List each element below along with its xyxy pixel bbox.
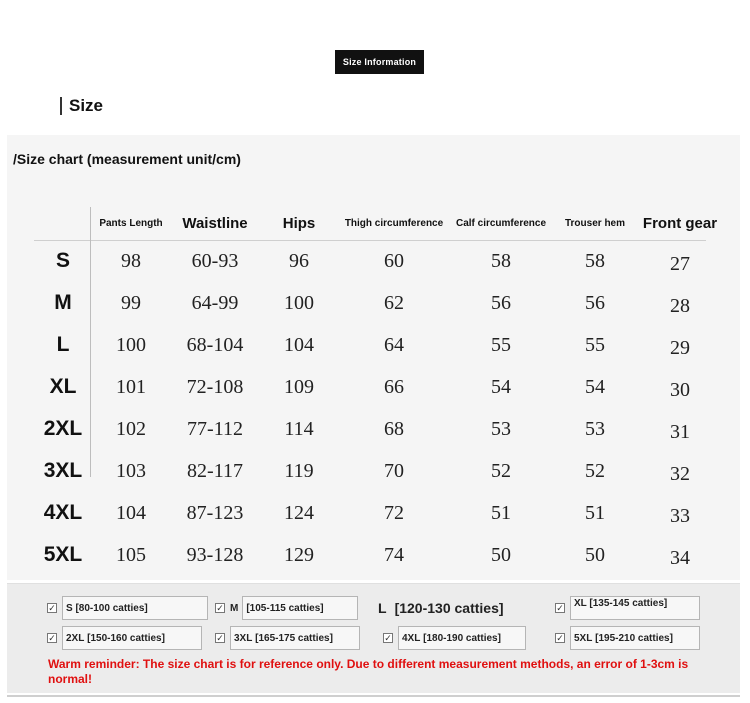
table-cell: 55 — [585, 333, 605, 356]
table-row — [7, 325, 740, 365]
col-header-front-gear: Front gear — [642, 214, 718, 232]
checkbox-icon: ✓ — [556, 602, 564, 613]
weight-field-5xl — [570, 626, 700, 650]
table-cell: 53 — [491, 417, 511, 440]
table-cell: 50 — [491, 543, 511, 566]
table-cell: 129 — [284, 543, 314, 566]
weight-field-4xl — [398, 626, 526, 650]
checkbox-icon: ✓ — [216, 602, 224, 613]
table-cell: 34 — [670, 546, 690, 569]
weight-item-2xl — [47, 626, 202, 650]
table-row — [7, 451, 740, 491]
checkbox-icon: ✓ — [556, 632, 564, 643]
table-cell: 77-112 — [187, 417, 243, 440]
weight-item-5xl — [555, 626, 700, 650]
table-cell: 60-93 — [191, 249, 239, 272]
checkbox-icon: ✓ — [216, 632, 224, 643]
table-cell: 104 — [284, 333, 314, 356]
table-cell: 98 — [121, 249, 141, 272]
weight-item-s — [47, 596, 208, 620]
weight-label-l: L — [378, 600, 387, 616]
weight-label-2xl: 2XL — [66, 632, 85, 644]
table-cell: 56 — [491, 291, 511, 314]
table-cell: 124 — [284, 501, 314, 524]
col-header-trouser-hem: Trouser hem — [564, 217, 626, 229]
table-cell: 93-128 — [186, 543, 244, 566]
weight-range-2xl: [150-160 catties] — [87, 632, 165, 644]
size-label: 2XL — [43, 417, 83, 440]
table-cell: 58 — [491, 249, 511, 272]
col-header-pants-length: Pants Length — [99, 217, 163, 229]
table-cell: 102 — [116, 417, 146, 440]
weight-label-m: M — [230, 602, 239, 614]
table-cell: 72-108 — [186, 375, 244, 398]
size-label: L — [56, 333, 70, 356]
table-cell: 104 — [116, 501, 146, 524]
checkbox-icon: ✓ — [384, 632, 392, 643]
size-label: XL — [49, 375, 77, 398]
table-cell: 96 — [289, 249, 309, 272]
table-cell: 27 — [670, 252, 690, 275]
table-cell: 54 — [585, 375, 605, 398]
table-cell: 50 — [585, 543, 605, 566]
weight-field-s — [62, 596, 208, 620]
table-cell: 70 — [384, 459, 404, 482]
weight-label-3xl: 3XL — [234, 632, 253, 644]
table-cell: 54 — [491, 375, 511, 398]
col-header-calf-circumference: Calf circumference — [455, 217, 547, 229]
size-chart-panel — [7, 135, 740, 580]
weight-field-3xl — [230, 626, 360, 650]
table-cell: 105 — [116, 543, 146, 566]
table-cell: 52 — [491, 459, 511, 482]
table-cell: 33 — [670, 504, 690, 527]
table-row — [7, 283, 740, 323]
chart-title: /Size chart (measurement unit/cm) — [13, 151, 241, 167]
weight-item-l — [378, 596, 519, 620]
table-cell: 62 — [384, 291, 404, 314]
table-cell: 68-104 — [186, 333, 244, 356]
size-label: 4XL — [43, 501, 83, 524]
table-row — [7, 535, 740, 575]
weight-label-4xl: 4XL — [402, 632, 421, 644]
weight-range-5xl: [195-210 catties] — [595, 632, 673, 644]
weight-range-3xl: [165-175 catties] — [255, 632, 333, 644]
table-cell: 55 — [491, 333, 511, 356]
table-cell: 87-123 — [186, 501, 244, 524]
weight-range-4xl: [180-190 catties] — [423, 632, 501, 644]
size-heading-text: Size — [69, 96, 104, 115]
table-cell: 64-99 — [191, 291, 239, 314]
size-label: 5XL — [43, 543, 83, 566]
table-cell: 119 — [284, 459, 314, 482]
weight-item-3xl — [215, 626, 360, 650]
col-header-hips: Hips — [282, 214, 316, 232]
weight-item-4xl — [383, 626, 526, 650]
table-cell: 101 — [116, 375, 146, 398]
table-cell: 100 — [284, 291, 314, 314]
weight-label-xl: XL — [574, 598, 587, 609]
table-cell: 103 — [116, 459, 146, 482]
weight-range-m: [105-115 catties] — [242, 596, 358, 620]
table-cell: 99 — [121, 291, 141, 314]
table-cell: 74 — [384, 543, 404, 566]
weight-range-l: [120-130 catties] — [394, 599, 504, 616]
table-cell: 32 — [670, 462, 690, 485]
weight-field-xl — [570, 596, 700, 620]
weight-range-s: [80-100 catties] — [75, 602, 148, 614]
size-label: 3XL — [43, 459, 83, 482]
table-cell: 68 — [384, 417, 404, 440]
checkbox-icon: ✓ — [48, 602, 56, 613]
weight-field-2xl — [62, 626, 202, 650]
table-cell: 109 — [284, 375, 314, 398]
size-information-badge: Size Information — [335, 50, 424, 74]
table-cell: 52 — [585, 459, 605, 482]
checkbox-icon: ✓ — [48, 632, 56, 643]
table-cell: 53 — [585, 417, 605, 440]
col-header-thigh-circumference: Thigh circumference — [344, 217, 444, 229]
heading-bar — [60, 97, 62, 115]
table-cell: 114 — [284, 417, 314, 440]
weight-reference-section — [7, 583, 740, 693]
size-section-heading — [60, 96, 103, 116]
table-cell: 66 — [384, 375, 404, 398]
table-cell: 30 — [670, 378, 690, 401]
table-cell: 58 — [585, 249, 605, 272]
table-cell: 28 — [670, 294, 690, 317]
table-row — [7, 409, 740, 449]
table-cell: 31 — [670, 420, 690, 443]
table-row — [7, 493, 740, 533]
size-label: M — [54, 291, 72, 314]
table-cell: 82-117 — [187, 459, 243, 482]
weight-item-xl — [555, 596, 700, 620]
col-header-waistline: Waistline — [182, 214, 248, 232]
bottom-divider — [7, 695, 740, 697]
weight-range-xl: [135-145 catties] — [589, 598, 668, 609]
table-cell: 29 — [670, 336, 690, 359]
table-cell: 51 — [585, 501, 605, 524]
size-label: S — [55, 249, 70, 272]
weight-label-s: S — [66, 602, 73, 614]
table-row — [7, 241, 740, 281]
weight-label-5xl: 5XL — [574, 632, 593, 644]
table-row — [7, 367, 740, 407]
table-cell: 64 — [384, 333, 404, 356]
warm-reminder-text: Warm reminder: The size chart is for reference only. Due to different measurement methods, an error of 1-3cm is normal! — [48, 657, 689, 686]
table-cell: 56 — [585, 291, 605, 314]
table-cell: 100 — [116, 333, 146, 356]
table-cell: 51 — [491, 501, 511, 524]
table-cell: 72 — [384, 501, 404, 524]
table-cell: 60 — [384, 249, 404, 272]
weight-item-m — [215, 596, 358, 620]
